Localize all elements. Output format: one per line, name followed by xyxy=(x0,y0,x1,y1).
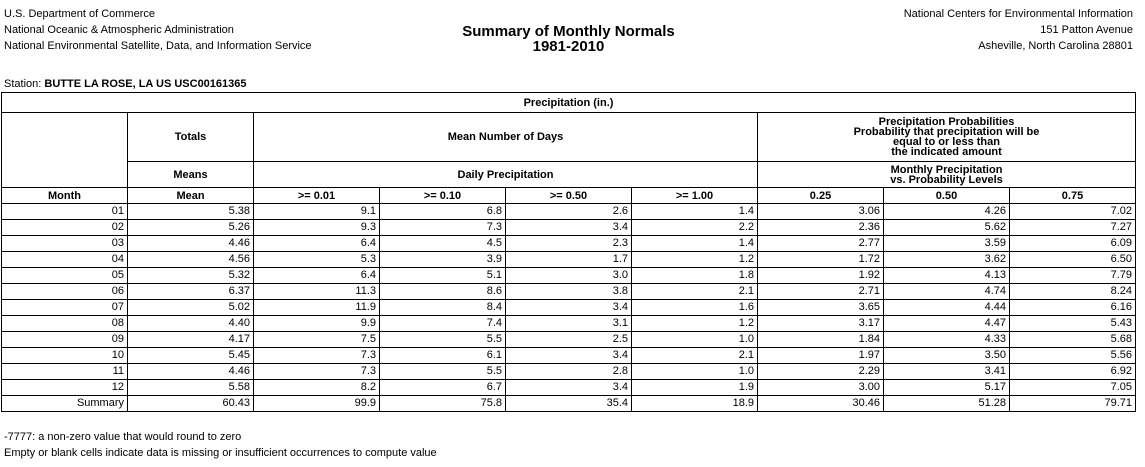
value-cell: 3.4 xyxy=(506,348,632,364)
table-row xyxy=(2,348,1136,364)
value-cell: 4.74 xyxy=(884,284,1010,300)
value-cell: 1.2 xyxy=(632,316,758,332)
report-years: 1981-2010 xyxy=(532,38,605,55)
value-cell: 1.72 xyxy=(758,252,884,268)
means-header: Means xyxy=(128,162,254,188)
value-cell: 60.43 xyxy=(128,396,254,412)
value-cell: 2.6 xyxy=(506,204,632,220)
value-cell: 3.4 xyxy=(506,380,632,396)
value-cell: 75.8 xyxy=(380,396,506,412)
value-cell: 5.58 xyxy=(128,380,254,396)
value-cell: 51.28 xyxy=(884,396,1010,412)
value-cell: 2.2 xyxy=(632,220,758,236)
table-row xyxy=(2,204,1136,220)
value-cell: 3.8 xyxy=(506,284,632,300)
table-row xyxy=(2,380,1136,396)
value-cell: 1.4 xyxy=(632,204,758,220)
value-cell: 2.29 xyxy=(758,364,884,380)
column-header: >= 1.00 xyxy=(632,188,758,204)
value-cell: 3.50 xyxy=(884,348,1010,364)
value-cell: 1.6 xyxy=(632,300,758,316)
table-title: Precipitation (in.) xyxy=(2,93,1136,113)
value-cell: 1.2 xyxy=(632,252,758,268)
value-cell: 1.9 xyxy=(632,380,758,396)
value-cell: 5.5 xyxy=(380,332,506,348)
value-cell: 2.1 xyxy=(632,348,758,364)
value-cell: 1.4 xyxy=(632,236,758,252)
probabilities-line: the indicated amount xyxy=(891,146,1002,158)
value-cell: 1.0 xyxy=(632,364,758,380)
month-cell: 04 xyxy=(2,252,128,268)
table-row xyxy=(2,332,1136,348)
value-cell: 3.06 xyxy=(758,204,884,220)
address-block xyxy=(904,6,1133,54)
agency-line: U.S. Department of Commerce xyxy=(4,8,155,20)
month-cell: 09 xyxy=(2,332,128,348)
month-cell: Summary xyxy=(2,396,128,412)
value-cell: 4.5 xyxy=(380,236,506,252)
column-header: 0.25 xyxy=(758,188,884,204)
table-row xyxy=(2,300,1136,316)
month-cell: 03 xyxy=(2,236,128,252)
value-cell: 5.26 xyxy=(128,220,254,236)
value-cell: 5.1 xyxy=(380,268,506,284)
value-cell: 4.47 xyxy=(884,316,1010,332)
value-cell: 5.45 xyxy=(128,348,254,364)
value-cell: 4.33 xyxy=(884,332,1010,348)
mean-days-header: Mean Number of Days xyxy=(254,113,758,162)
value-cell: 1.84 xyxy=(758,332,884,348)
table-row xyxy=(2,284,1136,300)
normals-table xyxy=(1,92,1136,412)
value-cell: 5.56 xyxy=(1010,348,1136,364)
value-cell: 30.46 xyxy=(758,396,884,412)
footnote: -7777: a non-zero value that would round to zero xyxy=(4,431,242,443)
value-cell: 3.0 xyxy=(506,268,632,284)
value-cell: 7.05 xyxy=(1010,380,1136,396)
value-cell: 2.5 xyxy=(506,332,632,348)
value-cell: 3.4 xyxy=(506,220,632,236)
value-cell: 4.44 xyxy=(884,300,1010,316)
value-cell: 11.9 xyxy=(254,300,380,316)
monthly-prob-line: Monthly Precipitation xyxy=(890,163,1003,176)
address-line: 151 Patton Avenue xyxy=(1040,24,1133,36)
column-header: 0.75 xyxy=(1010,188,1136,204)
value-cell: 6.92 xyxy=(1010,364,1136,380)
value-cell: 7.3 xyxy=(254,364,380,380)
daily-header: Daily Precipitation xyxy=(254,162,758,188)
value-cell: 5.32 xyxy=(128,268,254,284)
probabilities-header xyxy=(758,113,1136,162)
value-cell: 1.92 xyxy=(758,268,884,284)
column-header: Mean xyxy=(128,188,254,204)
address-line: National Centers for Environmental Information xyxy=(903,8,1133,20)
value-cell: 6.4 xyxy=(254,236,380,252)
column-header: Month xyxy=(2,188,128,204)
month-cell: 01 xyxy=(2,204,128,220)
value-cell: 6.16 xyxy=(1010,300,1136,316)
value-cell: 7.02 xyxy=(1010,204,1136,220)
station-name: BUTTE LA ROSE, LA US USC00161365 xyxy=(44,78,247,90)
value-cell: 7.27 xyxy=(1010,220,1136,236)
value-cell: 8.4 xyxy=(380,300,506,316)
value-cell: 6.7 xyxy=(380,380,506,396)
value-cell: 2.36 xyxy=(758,220,884,236)
totals-header: Totals xyxy=(128,113,254,162)
table-row xyxy=(2,316,1136,332)
value-cell: 4.40 xyxy=(128,316,254,332)
value-cell: 2.8 xyxy=(506,364,632,380)
column-header: >= 0.50 xyxy=(506,188,632,204)
value-cell: 4.13 xyxy=(884,268,1010,284)
value-cell: 9.1 xyxy=(254,204,380,220)
value-cell: 5.3 xyxy=(254,252,380,268)
value-cell: 4.46 xyxy=(128,364,254,380)
month-cell: 08 xyxy=(2,316,128,332)
value-cell: 8.24 xyxy=(1010,284,1136,300)
value-cell: 6.50 xyxy=(1010,252,1136,268)
value-cell: 11.3 xyxy=(254,284,380,300)
table-row xyxy=(2,236,1136,252)
value-cell: 5.02 xyxy=(128,300,254,316)
value-cell: 9.3 xyxy=(254,220,380,236)
probabilities-line: Probability that precipitation will be xyxy=(853,126,1040,138)
value-cell: 2.71 xyxy=(758,284,884,300)
value-cell: 6.09 xyxy=(1010,236,1136,252)
month-cell: 06 xyxy=(2,284,128,300)
footnote: Empty or blank cells indicate data is missing or insufficient occurrences to compute value xyxy=(4,447,437,459)
value-cell: 2.77 xyxy=(758,236,884,252)
value-cell: 5.68 xyxy=(1010,332,1136,348)
value-cell: 2.1 xyxy=(632,284,758,300)
value-cell: 5.43 xyxy=(1010,316,1136,332)
value-cell: 3.59 xyxy=(884,236,1010,252)
month-cell: 05 xyxy=(2,268,128,284)
value-cell: 4.26 xyxy=(884,204,1010,220)
probabilities-line: equal to or less than xyxy=(893,136,1000,148)
probabilities-line: Precipitation Probabilities xyxy=(878,116,1015,128)
month-cell: 11 xyxy=(2,364,128,380)
value-cell: 3.4 xyxy=(506,300,632,316)
value-cell: 8.6 xyxy=(380,284,506,300)
value-cell: 6.4 xyxy=(254,268,380,284)
value-cell: 3.62 xyxy=(884,252,1010,268)
table-row xyxy=(2,268,1136,284)
station-line xyxy=(4,78,247,90)
value-cell: 3.1 xyxy=(506,316,632,332)
value-cell: 4.17 xyxy=(128,332,254,348)
value-cell: 5.5 xyxy=(380,364,506,380)
footnotes xyxy=(4,429,437,461)
report-title-text: Summary of Monthly Normals xyxy=(462,23,675,40)
value-cell: 7.79 xyxy=(1010,268,1136,284)
month-cell: 12 xyxy=(2,380,128,396)
value-cell: 9.9 xyxy=(254,316,380,332)
value-cell: 18.9 xyxy=(632,396,758,412)
column-header: >= 0.01 xyxy=(254,188,380,204)
value-cell: 5.62 xyxy=(884,220,1010,236)
address-line: Asheville, North Carolina 28801 xyxy=(978,40,1133,52)
month-cell: 07 xyxy=(2,300,128,316)
value-cell: 4.46 xyxy=(128,236,254,252)
value-cell: 1.97 xyxy=(758,348,884,364)
table-row xyxy=(2,364,1136,380)
value-cell: 1.7 xyxy=(506,252,632,268)
table-row xyxy=(2,396,1136,412)
value-cell: 7.4 xyxy=(380,316,506,332)
agency-line: National Environmental Satellite, Data, and Information Service xyxy=(4,40,312,52)
value-cell: 8.2 xyxy=(254,380,380,396)
value-cell: 5.38 xyxy=(128,204,254,220)
column-header: 0.50 xyxy=(884,188,1010,204)
value-cell: 6.1 xyxy=(380,348,506,364)
agency-line: National Oceanic & Atmospheric Administration xyxy=(4,24,234,36)
table-row xyxy=(2,252,1136,268)
value-cell: 7.5 xyxy=(254,332,380,348)
value-cell: 1.0 xyxy=(632,332,758,348)
value-cell: 6.37 xyxy=(128,284,254,300)
value-cell: 3.9 xyxy=(380,252,506,268)
value-cell: 5.17 xyxy=(884,380,1010,396)
month-cell: 02 xyxy=(2,220,128,236)
value-cell: 35.4 xyxy=(506,396,632,412)
blank-header-cell xyxy=(2,113,128,188)
value-cell: 79.71 xyxy=(1010,396,1136,412)
value-cell: 3.65 xyxy=(758,300,884,316)
value-cell: 7.3 xyxy=(254,348,380,364)
value-cell: 3.41 xyxy=(884,364,1010,380)
monthly-prob-line: vs. Probability Levels xyxy=(890,173,1003,186)
value-cell: 99.9 xyxy=(254,396,380,412)
station-label: Station: xyxy=(4,78,42,90)
value-cell: 4.56 xyxy=(128,252,254,268)
table-row xyxy=(2,220,1136,236)
value-cell: 7.3 xyxy=(380,220,506,236)
value-cell: 6.8 xyxy=(380,204,506,220)
column-header: >= 0.10 xyxy=(380,188,506,204)
value-cell: 1.8 xyxy=(632,268,758,284)
month-cell: 10 xyxy=(2,348,128,364)
value-cell: 3.00 xyxy=(758,380,884,396)
monthly-prob-header xyxy=(758,162,1136,188)
value-cell: 2.3 xyxy=(506,236,632,252)
value-cell: 3.17 xyxy=(758,316,884,332)
